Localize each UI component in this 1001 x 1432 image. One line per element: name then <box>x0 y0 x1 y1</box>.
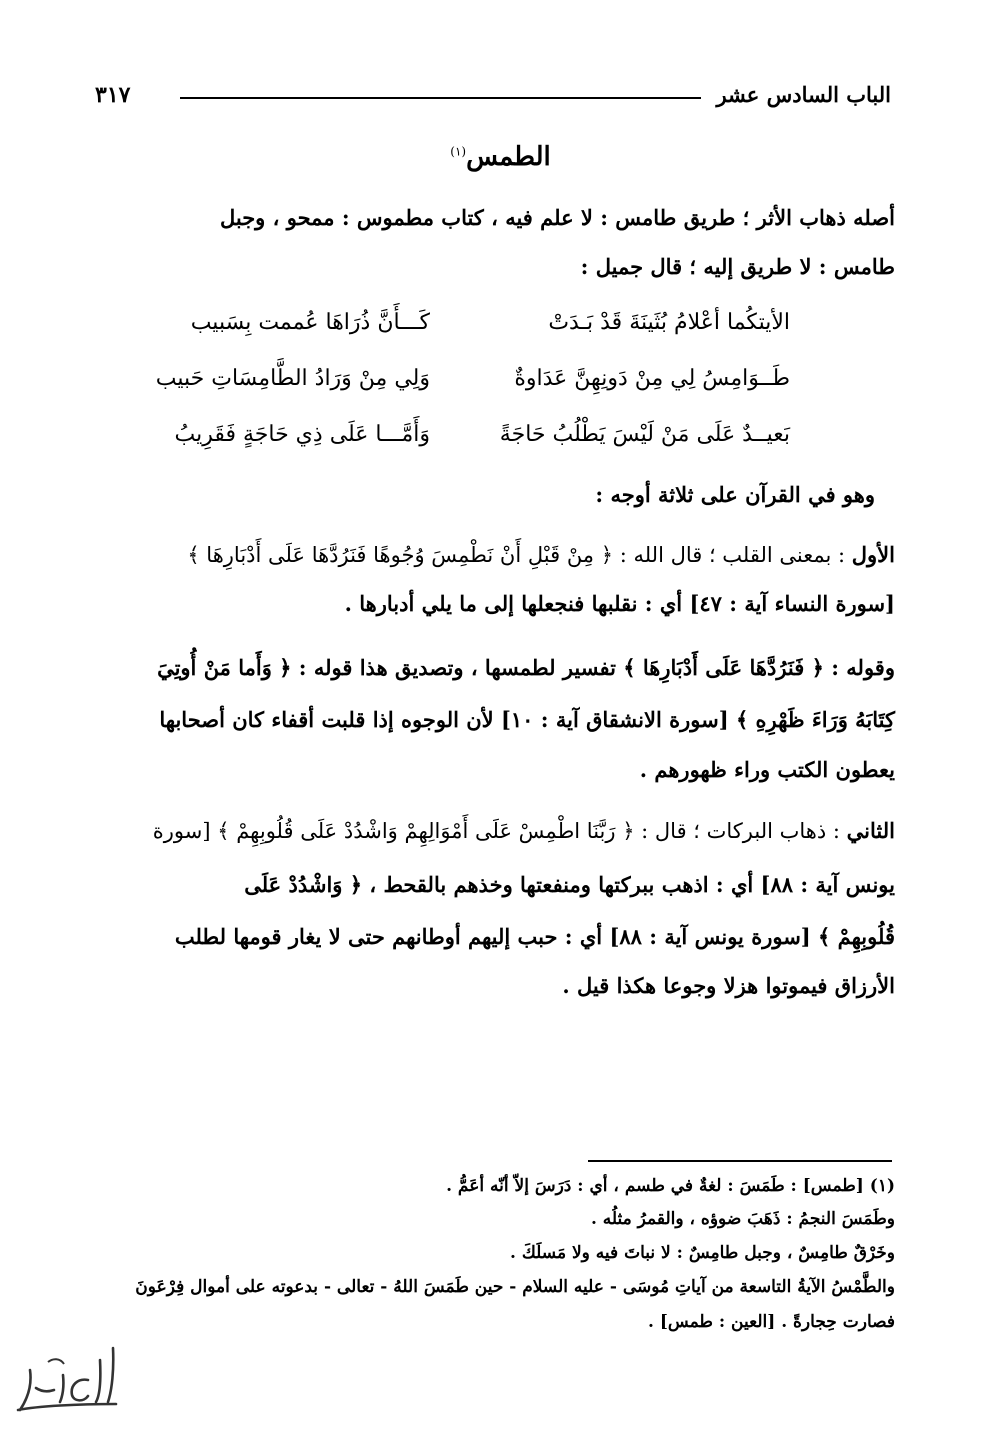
second-aspect-line-3: قُلُوبِهِمْ ﴾ [سورة يونس آية : ٨٨] أي : حبب إليهم أوطانهم حتى لا يغار قومها لطلب <box>174 924 895 949</box>
second-aspect-line-4: الأرزاق فيموتوا هزلا وجوعا هكذا قيل . <box>562 973 895 998</box>
poem-verse-3 <box>150 422 790 462</box>
verse-second-hemistich: وَأَمَّـــا عَلَى ذِي حَاجَةٍ فَقَرِيبُ <box>174 422 430 447</box>
poem-verse-1 <box>150 310 790 350</box>
page-number: ٣١٧ <box>95 82 131 108</box>
footnote-separator <box>588 1160 892 1162</box>
footnote-line-3: وخَرْقٌ طامِسٌ ، وجبل طامِسٌ : لا نباتَ فيه ولا مَسلَكَ . <box>509 1243 895 1263</box>
running-header <box>95 82 891 112</box>
second-aspect-line-2: يونس آية : ٨٨] أي : اذهب ببركتها ومنفعتها وخذهم بالقحط ، ﴿ وَاشْدُدْ عَلَى <box>244 872 895 897</box>
verse-first-hemistich: الأيتكُما أعْلامُ بُثَينَةَ قَدْ بَـدَتْ <box>548 310 790 335</box>
footnote-ref: (١) <box>450 144 467 159</box>
footnote-line-4: والطَّمْسُ الآيةُ التاسعة من آياتِ مُوسَى - عليه السلام - حين طَمَسَ اللهُ - تعالى - بدعوته على أموال فِرْعَونَ <box>135 1277 895 1297</box>
calligraphy-logo-icon <box>8 1340 123 1425</box>
publisher-logo <box>8 1340 123 1425</box>
section-title <box>0 142 1001 172</box>
footnote-line-2: وطَمَسَ النجمُ : ذَهَبَ ضوؤه ، والقمرُ مثلُه . <box>590 1209 895 1229</box>
intro-line-2: طامس : لا طريق إليه ؛ قال جميل : <box>580 254 895 279</box>
second-para-line-3: يعطون الكتب وراء ظهورهم . <box>639 757 895 782</box>
verse-second-hemistich: كَـــأَنَّ ذُرَاهَا عُممت بِسَبيب <box>190 310 430 335</box>
first-aspect-label: الأول <box>851 542 895 567</box>
footnote-line-5: فصارت حِجارةً . [العين : طمس] . <box>648 1312 895 1332</box>
verse-first-hemistich: بَعيــدٌ عَلَى مَنْ لَيْسَ يَطْلُبُ حَاجَةً <box>499 422 790 447</box>
aspects-intro: وهو في القرآن على ثلاثة أوجه : <box>595 482 875 507</box>
verse-first-hemistich: طَــوَامِسُ لِي مِنْ دَونِهِنَّ عَدَاوةٌ <box>514 366 790 391</box>
verse-second-hemistich: وَلِي مِنْ وَرَادُ الطَّامِسَاتِ حَبيب <box>155 366 430 391</box>
second-para-line-2: كِتَابَهُ وَرَاءَ ظَهْرِهِ ﴾ [سورة الانشقاق آية : ١٠] لأن الوجوه إذا قلبت أقفاء كان أصحابها <box>159 707 895 732</box>
first-aspect-line-2: [سورة النساء آية : ٤٧] أي : نقلبها فنجعلها إلى ما يلي أدبارها . <box>344 591 895 616</box>
first-aspect-line-1 <box>100 542 895 567</box>
second-para-line-1: وقوله : ﴿ فَنَرُدَّهَا عَلَى أَدْبَارِهَا ﴾ تفسير لطمسها ، وتصديق هذا قوله : ﴿ وَأَما مَنْ أُوتِيَ <box>157 655 895 680</box>
first-aspect-text: : بمعنى القلب ؛ قال الله : ﴿ مِنْ قَبْلِ أَنْ نَطْمِسَ وُجُوهًا فَنَرُدَّهَا عَلَى أَدْبَارِهَا ﴾ <box>187 543 852 567</box>
second-aspect-text: : ذهاب البركات ؛ قال : ﴿ رَبَّنَا اطْمِسْ عَلَى أَمْوَالِهِمْ وَاشْدُدْ عَلَى قُلُوبِهِمْ ﴾ [سورة <box>152 819 847 843</box>
header-rule <box>180 97 701 99</box>
poem-verse-2 <box>150 366 790 406</box>
chapter-title: الباب السادس عشر <box>716 82 891 107</box>
footnote-line-1: (١) [طمس] : طَمَسَ : لغةٌ في طسم ، أي : دَرَسَ إلاّ أنّه أعَمُّ . <box>446 1176 895 1196</box>
intro-line-1: أصله ذهاب الأثر ؛ طريق طامس : لا علم فيه ، كتاب مطموس : ممحو ، وجبل <box>219 205 895 230</box>
section-title-text: الطمس <box>466 142 551 172</box>
second-aspect-label: الثاني <box>846 818 895 843</box>
second-aspect-line-1 <box>100 818 895 843</box>
